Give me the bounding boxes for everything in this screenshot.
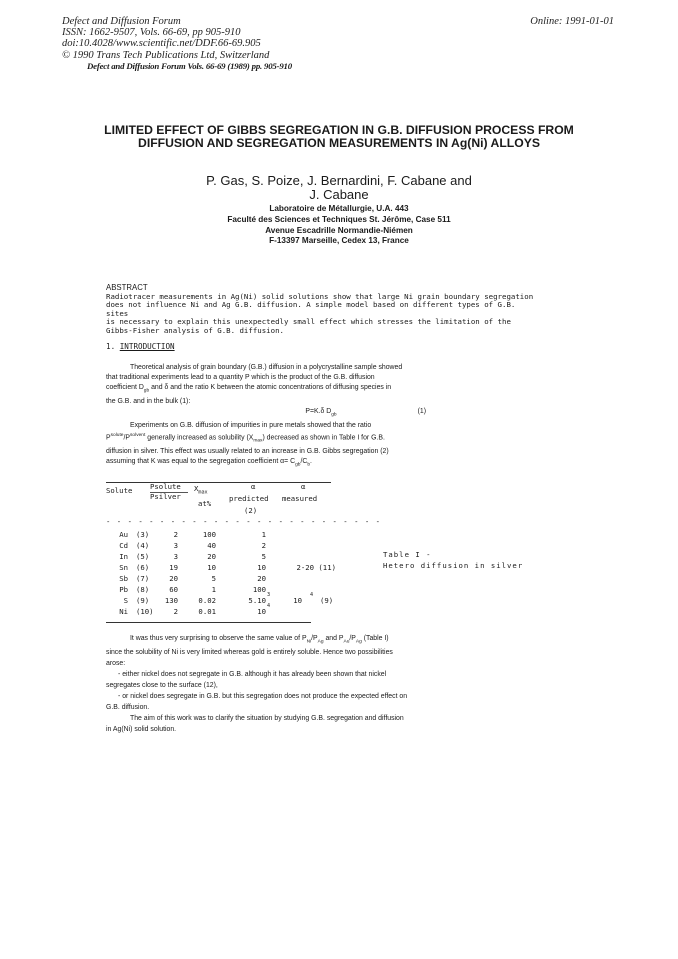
text-line: Theoretical analysis of grain boundary (G.B.) diffusion in a polycrystalline sample showed [130, 364, 403, 371]
table-cell-ratio: 130 [164, 596, 178, 605]
subscript: max [198, 489, 208, 496]
superscript: 3 [267, 592, 271, 598]
table-cell-pred: 10 [257, 563, 266, 572]
table-cell-solute: In [119, 552, 128, 561]
text-fragment: /P [349, 635, 356, 642]
table-cell-ratio: 2 [173, 607, 178, 616]
table-cell-pred: 20 [257, 574, 266, 583]
text-line: - either nickel does not segregate in G.B. although it has already been shown that nickel [118, 671, 387, 679]
text-line [106, 431, 536, 447]
text-line: arose: [106, 660, 126, 668]
journal-citation: Defect and Diffusion Forum Vols. 66-69 (1989) pp. 905-910 [87, 61, 292, 71]
col-header-alpha-pred: α [251, 482, 256, 491]
text-line [106, 457, 536, 471]
text-line: since the solubility of Ni is very limited whereas gold is entirely soluble. Hence two possibilities [106, 649, 393, 657]
table-cell-ref: (6) [136, 563, 150, 572]
table-cell-xmax: 40 [207, 541, 216, 550]
superscript: 4 [267, 603, 271, 609]
text-fragment: /P [311, 635, 318, 642]
publication-info [62, 16, 269, 61]
text-line: that traditional experiments lead to a quantity P which is the product of the G.B. diffusion [106, 374, 375, 382]
table-bottom-rule [106, 622, 311, 623]
col-header-pred-label: predicted [229, 494, 269, 503]
subscript: gb [295, 462, 301, 468]
table-cell-ref: (4) [136, 541, 150, 550]
table-cell-pred: 5 [261, 552, 266, 561]
table-dashed-rule: - - - - - - - - - - - - - - - - - - - - - - - - - - [106, 517, 382, 526]
text-line [106, 383, 536, 397]
table-cell-xmax: 10 [207, 563, 216, 572]
col-header-ratio-bot [150, 492, 181, 501]
table-cell-ref: (5) [136, 552, 150, 561]
abstract [106, 284, 536, 336]
table-cell-ref: (9) [136, 596, 150, 605]
table-cell-ratio: 3 [173, 552, 178, 561]
subscript: gb [143, 388, 150, 394]
text-line: the G.B. and in the bulk (1): [106, 397, 191, 405]
text-line [106, 633, 536, 647]
abstract-line: does not influence Ni and Ag G.B. diffusion. A simple model based on different types of G.B. sites [106, 300, 516, 318]
equation-body: P=K.δ D [305, 408, 332, 416]
table-cell-pred: 1 [261, 530, 266, 539]
text-fragment: /P [123, 434, 131, 442]
text-fragment: generally increased as solubility (X [145, 434, 254, 442]
text-line: diffusion in silver. This effect was usually related to an increase in G.B. Gibbs segregation (2) [106, 447, 389, 455]
authors-line-1: P. Gas, S. Poize, J. Bernardini, F. Cabane and [206, 173, 472, 188]
table-cell-ref: (8) [136, 585, 150, 594]
text-fragment: coefficient D [106, 384, 144, 392]
table-cell-xmax: 0.01 [198, 607, 216, 616]
affiliation-line: Avenue Escadrille Normandie-Niémen [265, 225, 413, 235]
table-cell-solute: S [123, 596, 128, 605]
table-cell-xmax: 0.02 [198, 596, 216, 605]
table-cell-ratio: 19 [169, 563, 178, 572]
table-caption-line-2: Hetero diffusion in silver [383, 561, 524, 570]
table-cell-xmax: 1 [211, 585, 216, 594]
table-cell-ratio: 60 [169, 585, 178, 594]
authors [80, 174, 598, 202]
col-header-alpha-meas: α [301, 482, 306, 491]
intro-paragraph [106, 363, 536, 471]
text-fragment: P [150, 482, 155, 491]
section-title: INTRODUCTION [119, 342, 175, 351]
table-cell-pred: 2 [261, 541, 266, 550]
text-line: segregates close to the surface (12), [106, 682, 218, 690]
text-line: G.B. diffusion. [106, 704, 150, 712]
subscript: solute [154, 482, 181, 491]
superscript: solute [110, 432, 124, 438]
table-top-rule [106, 482, 331, 483]
table-cell-xmax: 100 [202, 530, 216, 539]
table-cell-xmax: 5 [211, 574, 216, 583]
col-header-pred-ref: (2) [244, 506, 258, 515]
text-fragment: and δ and the ratio K between the atomic concentrations of diffusing species in [149, 384, 392, 392]
subscript: silver [154, 492, 181, 501]
table-cell-solute: Sn [119, 563, 128, 572]
subscript: Au [343, 639, 350, 645]
subscript: Ni [306, 639, 312, 645]
text-fragment: . [310, 458, 312, 466]
text-fragment: and P [323, 635, 344, 642]
table-cell-meas: 2-20 (11) [296, 563, 336, 572]
equation-number: (1) [417, 408, 426, 416]
subscript: gb [331, 412, 337, 418]
table-cell-ratio: 2 [173, 530, 178, 539]
text-fragment: P [106, 434, 111, 442]
text-line: The aim of this work was to clarify the situation by studying G.B. segregation and diffusion [130, 715, 404, 723]
text-line: Experiments on G.B. diffusion of impurities in pure metals showed that the ratio [130, 421, 372, 429]
table-cell-ratio: 20 [169, 574, 178, 583]
text-fragment: P [150, 492, 155, 501]
superscript: 4 [310, 592, 314, 598]
table-cell-solute: Pb [119, 585, 128, 594]
text-fragment: assuming that K was equal to the segregation coefficient α= C [106, 458, 296, 466]
affiliation-line: F-13397 Marseille, Cedex 13, France [269, 236, 409, 246]
table-cell-meas-ref: (9) [320, 596, 334, 605]
journal-name: Defect and Diffusion Forum [62, 16, 181, 27]
affiliation-line: Faculté des Sciences et Techniques St. Jérôme, Case 511 [227, 214, 451, 224]
table-cell-meas: 10 [293, 596, 302, 605]
paper-title: LIMITED EFFECT OF GIBBS SEGREGATION IN G.B. DIFFUSION PROCESS FROM DIFFUSION AND SEGREGATION MEASUREMENTS IN Ag(Ni) ALLOYS [104, 123, 574, 151]
section-number: 1. [106, 342, 116, 351]
text-fragment: It was thus very surprising to observe the same value of P [130, 635, 307, 642]
superscript: solvent [130, 432, 146, 438]
table-cell-solute: Au [119, 530, 128, 539]
table-cell-xmax: 20 [207, 552, 216, 561]
table-cell-ratio: 3 [173, 541, 178, 550]
col-header-ratio-top [150, 482, 181, 491]
table-cell-pred: 100 [252, 585, 266, 594]
table-cell-pred: 5.10 [248, 596, 266, 605]
text-fragment: (Table I) [361, 635, 389, 642]
text-fragment: ) decreased as shown in Table I for G.B. [262, 434, 385, 442]
discussion-paragraph [106, 633, 536, 735]
online-date: Online: 1991-01-01 [530, 16, 614, 27]
subscript: max [253, 438, 263, 444]
col-header-solute: Solute [106, 486, 133, 495]
abstract-heading: ABSTRACT [106, 283, 148, 292]
table-cell-solute: Cd [119, 541, 128, 550]
text-fragment: X [194, 484, 199, 493]
table-cell-solute: Ni [119, 607, 128, 616]
table-caption-line-1: Table I - [383, 550, 432, 559]
doi-line: doi:10.4028/www.scientific.net/DDF.66-69.905 [62, 38, 261, 50]
col-header-xmax-unit: at% [198, 499, 212, 508]
copyright-line: © 1990 Trans Tech Publications Ltd, Switzerland [62, 49, 270, 61]
subscript: Ag [317, 639, 324, 645]
table-cell-ref: (3) [136, 530, 150, 539]
subscript: b [307, 462, 311, 468]
authors-line-2: J. Cabane [309, 187, 369, 202]
issn-line: ISSN: 1662-9507, Vols. 66-69, pp 905-910 [62, 27, 241, 39]
affiliation-line: Laboratoire de Métallurgie, U.A. 443 [269, 204, 409, 213]
equation [106, 407, 536, 421]
table-cell-ref: (10) [136, 607, 154, 616]
table-cell-ref: (7) [136, 574, 150, 583]
subscript: Ag [355, 639, 362, 645]
col-header-xmax [194, 484, 208, 495]
table-cell-solute: Sb [119, 574, 128, 583]
abstract-line: Radiotracer measurements in Ag(Ni) solid solutions show that large Ni grain boundary segregation [106, 291, 534, 301]
affiliation [80, 204, 598, 247]
text-line: in Ag(Ni) solid solution. [106, 726, 177, 734]
table-cell-pred: 10 [257, 607, 266, 616]
abstract-line: is necessary to explain this unexpectedly small effect which stresses the limitation of the [106, 317, 511, 327]
text-line: - or nickel does segregate in G.B. but this segregation does not produce the expected effect on [118, 693, 408, 701]
abstract-line: Gibbs-Fisher analysis of G.B. diffusion. [106, 325, 284, 335]
text-fragment: /C [300, 458, 308, 466]
section-heading [106, 342, 175, 351]
col-header-meas-label: measured [282, 494, 318, 503]
